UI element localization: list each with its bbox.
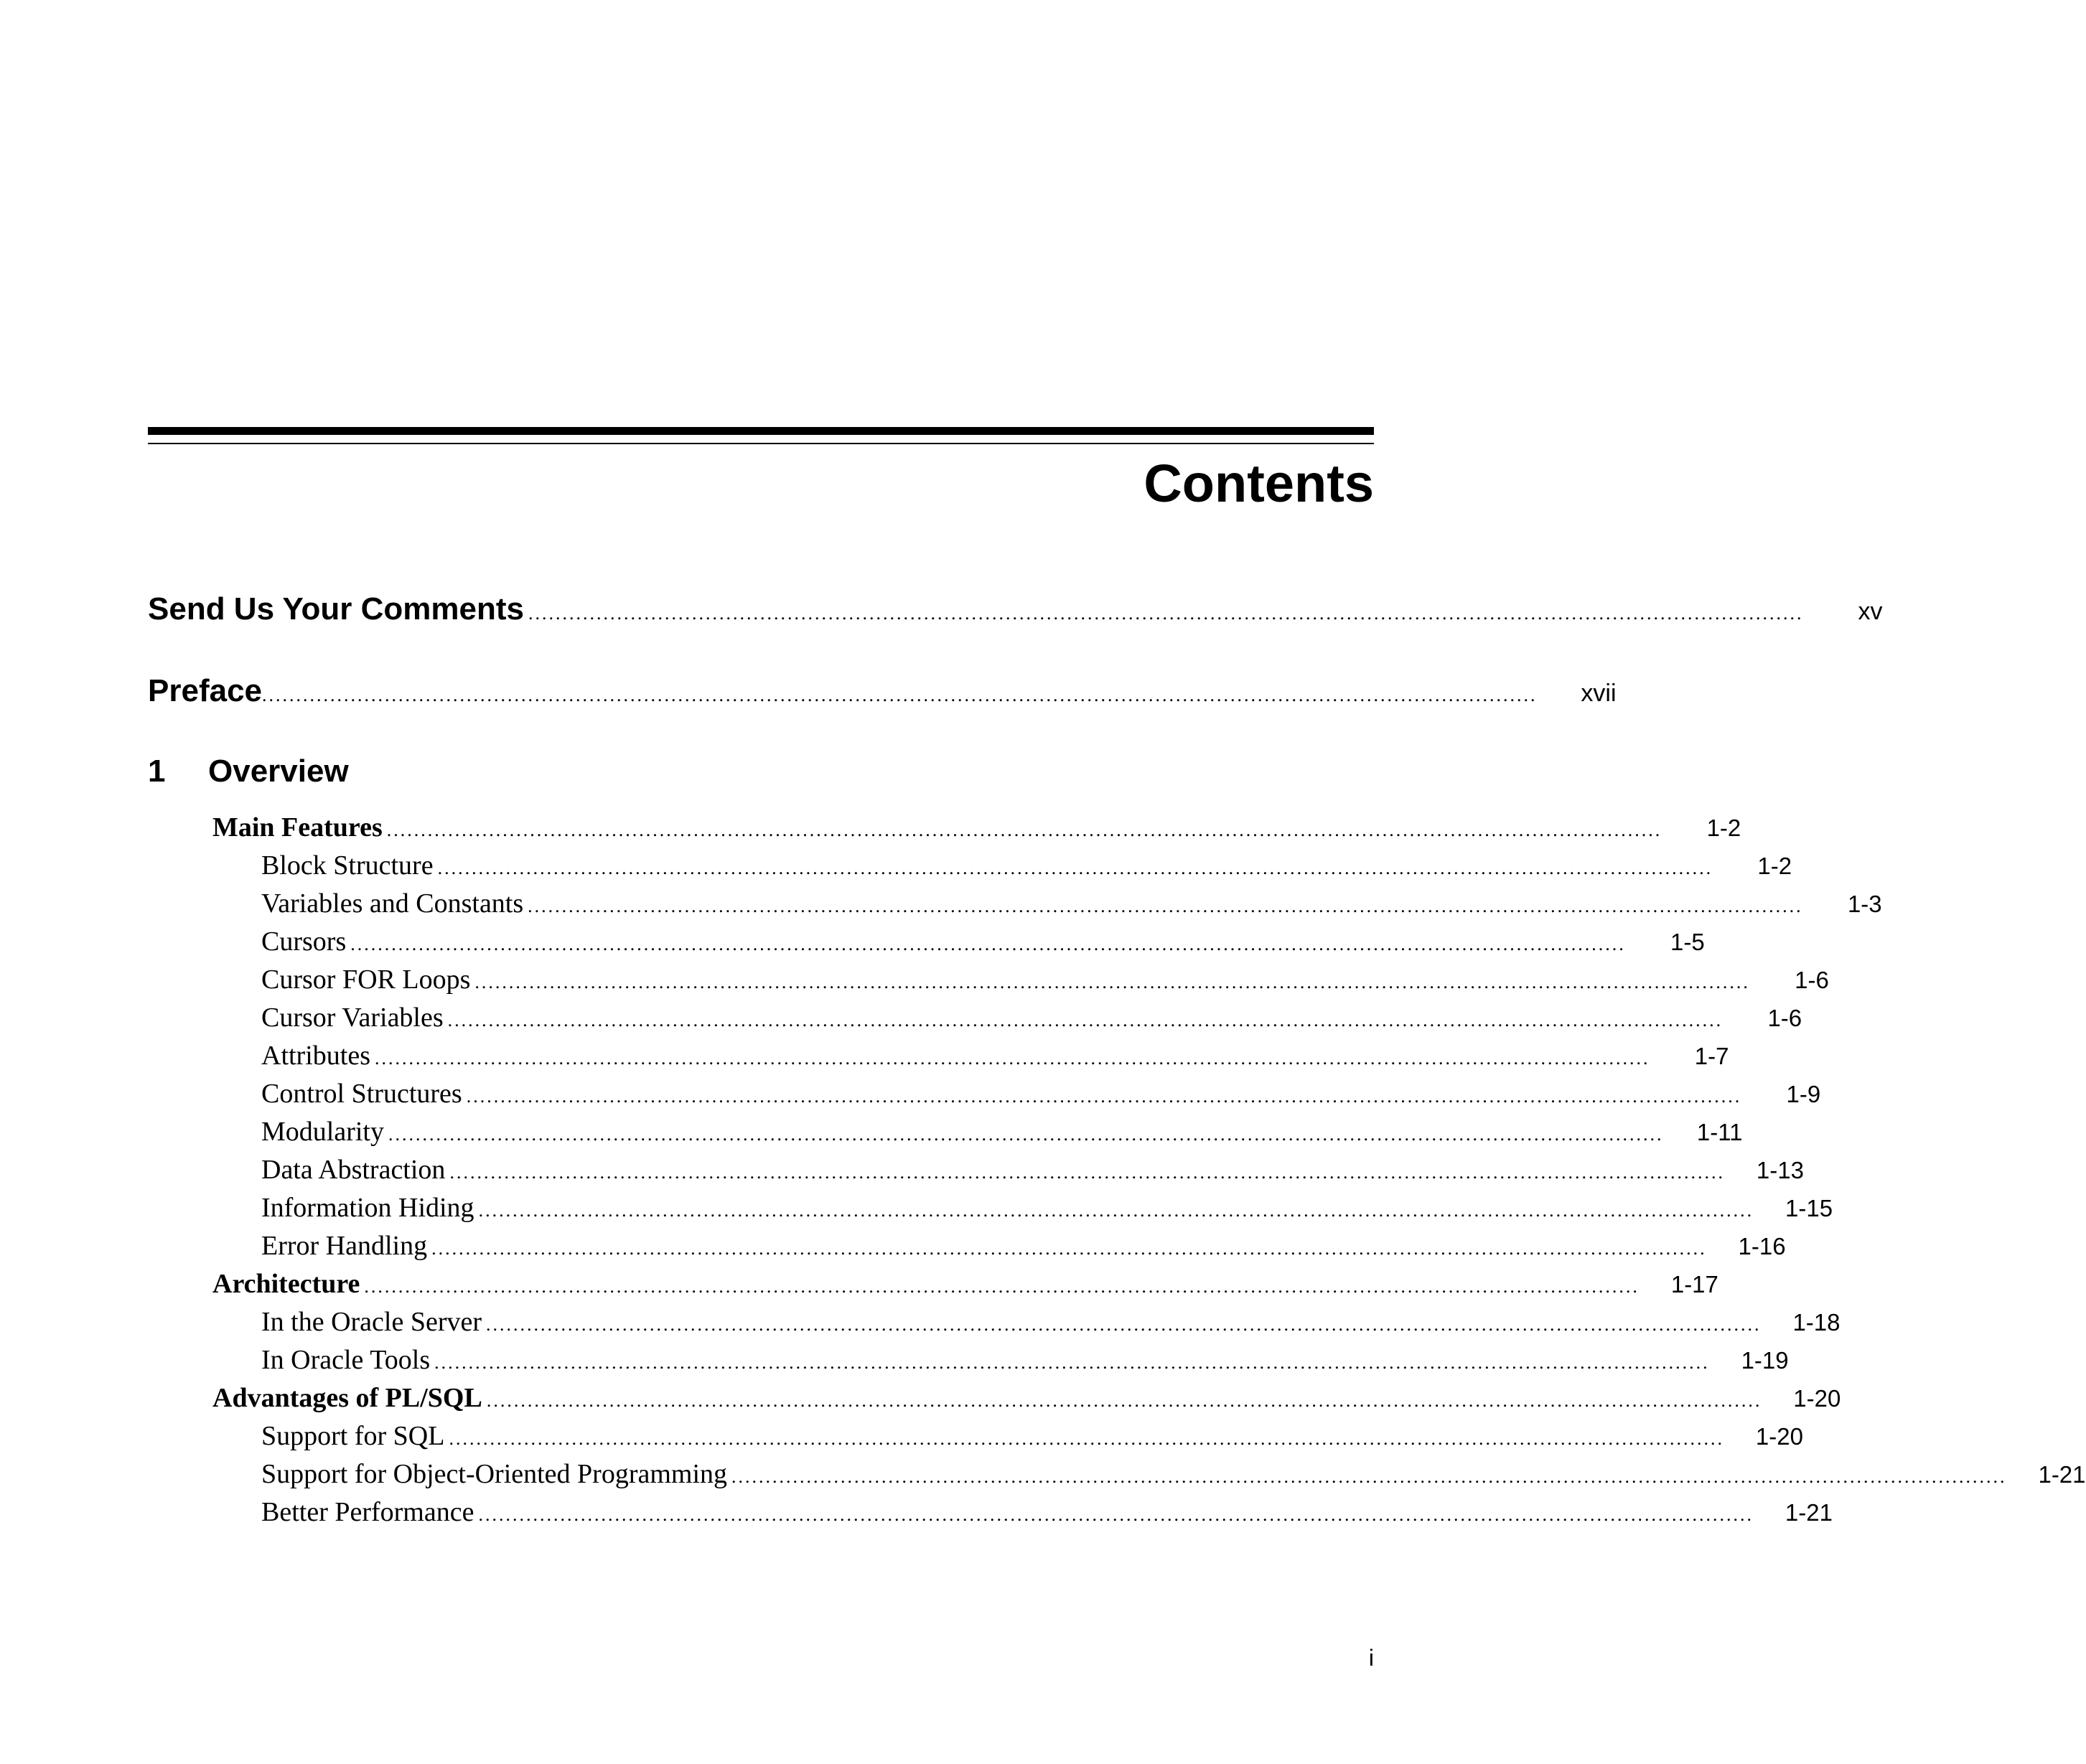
dot-leader: ...........................................................................................................................................................................................: [364, 1276, 1640, 1297]
toc-entry-label: Send Us Your Comments: [148, 591, 525, 627]
dot-leader: ...........................................................................................................................................................................................: [449, 1428, 1724, 1449]
toc-entry-support-for-sql[interactable]: [261, 1417, 1803, 1455]
toc-entry-information-hiding[interactable]: [261, 1189, 1833, 1227]
header-rule-thick: [148, 427, 1374, 435]
toc-page-number: 1-16: [1738, 1233, 1786, 1259]
dot-leader: ...........................................................................................................................................................................................: [386, 820, 1662, 840]
toc-page-number: 1-19: [1741, 1347, 1789, 1374]
chapter-number: 1: [148, 754, 166, 789]
toc-entry-label: Block Structure: [261, 850, 434, 881]
toc-entry-advantages-of-plsql[interactable]: [212, 1379, 1841, 1417]
dot-leader: ...........................................................................................................................................................................................: [528, 896, 1803, 916]
toc-entry-label: In Oracle Tools: [261, 1345, 431, 1375]
toc-entry-data-abstraction[interactable]: [261, 1151, 1804, 1189]
toc-entry-error-handling[interactable]: [261, 1227, 1786, 1265]
toc-entry-cursor-variables[interactable]: [261, 999, 1802, 1037]
toc-entry-send-us-your-comments[interactable]: [148, 584, 1883, 634]
toc-page-number: 1-6: [1767, 1005, 1802, 1031]
toc-page-number: 1-20: [1755, 1423, 1803, 1450]
toc-entry-label: Cursors: [261, 926, 347, 957]
dot-leader: ...........................................................................................................................................................................................: [486, 1314, 1762, 1335]
toc-entry-label: Cursor FOR Loops: [261, 965, 471, 995]
toc-entry-variables-and-constants[interactable]: [261, 885, 1882, 923]
toc-entry-cursors[interactable]: [261, 923, 1705, 961]
toc-entry-label: Information Hiding: [261, 1193, 474, 1223]
toc-entry-in-the-oracle-server[interactable]: [261, 1303, 1841, 1341]
dot-leader: ...........................................................................................................................................................................................: [434, 1352, 1710, 1373]
dot-leader: ...........................................................................................................................................................................................: [437, 858, 1713, 878]
toc-page-number: xvii: [1581, 680, 1617, 707]
toc-entry-main-features[interactable]: [212, 809, 1741, 847]
dot-leader: ...........................................................................................................................................................................................: [447, 1010, 1723, 1031]
toc-page-number: 1-5: [1670, 929, 1705, 955]
dot-leader: ...........................................................................................................................................................................................: [478, 1200, 1754, 1221]
dot-leader: ...........................................................................................................................................................................................: [486, 1390, 1762, 1411]
toc-entry-support-for-oop[interactable]: [261, 1455, 2086, 1493]
toc-entry-label: Variables and Constants: [261, 888, 524, 919]
toc-entry-preface[interactable]: [148, 666, 1617, 716]
toc-entry-label: Data Abstraction: [261, 1155, 446, 1185]
toc-entry-block-structure[interactable]: [261, 847, 1792, 885]
toc-entry-label: Modularity: [261, 1117, 384, 1147]
dot-leader: ...........................................................................................................................................................................................: [474, 972, 1750, 993]
toc-page-number: 1-2: [1757, 853, 1792, 879]
page-title: Contents: [1143, 454, 1374, 513]
toc-page-number: 1-21: [1785, 1499, 1833, 1526]
toc-entry-label: Advantages of PL/SQL: [212, 1383, 482, 1413]
toc-entry-label: Error Handling: [261, 1231, 428, 1261]
toc-page-number: 1-15: [1785, 1195, 1833, 1221]
toc-page-number: 1-9: [1786, 1081, 1821, 1107]
toc-entry-label: Main Features: [212, 812, 383, 843]
toc-entry-label: In the Oracle Server: [261, 1307, 482, 1337]
toc-entry-in-oracle-tools[interactable]: [261, 1341, 1789, 1379]
dot-leader: ...........................................................................................................................................................................................: [374, 1048, 1650, 1069]
dot-leader: ...........................................................................................................................................................................................: [731, 1466, 2007, 1487]
toc-entry-control-structures[interactable]: [261, 1075, 1821, 1113]
chapter-heading[interactable]: [148, 746, 349, 797]
toc-page-number: 1-11: [1696, 1119, 1743, 1145]
toc-entry-label: Attributes: [261, 1041, 370, 1071]
dot-leader: ...........................................................................................................................................................................................: [431, 1238, 1707, 1259]
toc-entry-architecture[interactable]: [212, 1265, 1718, 1303]
toc-page-number: 1-17: [1670, 1271, 1718, 1298]
chapter-title: Overview: [208, 754, 349, 789]
toc-entry-modularity[interactable]: [261, 1113, 1743, 1151]
dot-leader: ...........................................................................................................................................................................................: [478, 1504, 1754, 1525]
dot-leader: ...........................................................................................................................................................................................: [449, 1162, 1725, 1183]
toc-entry-label: Support for Object-Oriented Programming: [261, 1459, 728, 1489]
toc-page-number: 1-7: [1694, 1043, 1729, 1069]
toc-page-number: 1-20: [1793, 1385, 1841, 1412]
toc-entry-better-performance[interactable]: [261, 1493, 1833, 1531]
toc-page-number: 1-6: [1795, 967, 1829, 993]
toc-entry-label: Cursor Variables: [261, 1003, 444, 1033]
dot-leader: ...........................................................................................................................................................................................: [466, 1086, 1742, 1107]
toc-page-number: 1-21: [2038, 1461, 2086, 1488]
toc-page-number: 1-2: [1706, 815, 1741, 841]
toc-entry-label: Better Performance: [261, 1497, 474, 1527]
toc-entry-label: Architecture: [212, 1269, 360, 1299]
toc-entry-label: Preface: [148, 673, 263, 708]
header-rule-thin: [148, 443, 1374, 444]
dot-leader: ...........................................................................................................................................................................................: [388, 1124, 1664, 1145]
toc-page-number: xv: [1858, 598, 1883, 625]
dot-leader: ...........................................................................................................................................................................................: [262, 685, 1538, 705]
toc-page-number: 1-18: [1792, 1309, 1841, 1336]
toc-page-number: 1-13: [1756, 1157, 1804, 1183]
dot-leader: ...........................................................................................................................................................................................: [350, 934, 1626, 954]
toc-entry-attributes[interactable]: [261, 1037, 1729, 1075]
toc-entry-label: Control Structures: [261, 1079, 462, 1109]
toc-entry-cursor-for-loops[interactable]: [261, 961, 1829, 999]
dot-leader: ...........................................................................................................................................................................................: [528, 603, 1804, 624]
toc-entry-label: Support for SQL: [261, 1421, 445, 1451]
toc-page-number: 1-3: [1847, 891, 1882, 917]
page-folio: i: [1368, 1645, 1374, 1671]
